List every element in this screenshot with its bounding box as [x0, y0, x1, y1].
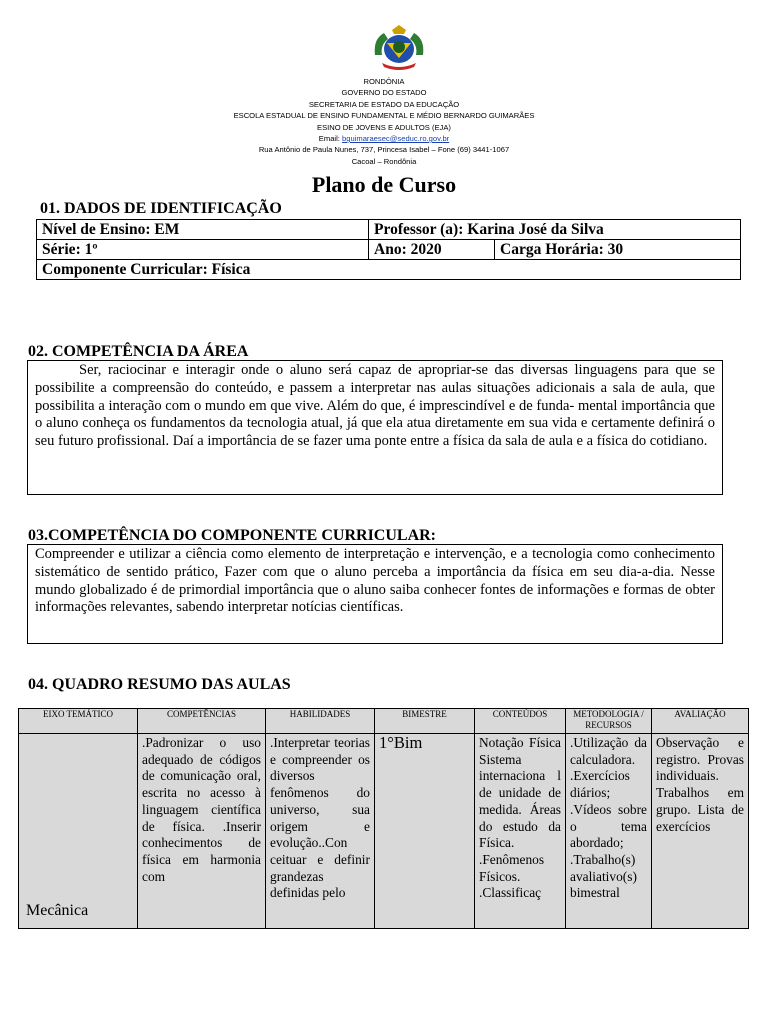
- header-city: Cacoal – Rondônia: [351, 156, 417, 166]
- avaliacao-text: Observação e registro. Provas individuais. Trabalhos em grupo. Lista de exercícios: [656, 735, 744, 834]
- cell-habilidades: [266, 734, 375, 929]
- conteudos-text: Notação Física Sistema internaciona l de unidade de medida. Áreas do estudo da Física. .Fenômenos Físicos. .Classificaç: [479, 735, 561, 901]
- cell-eixo: [19, 734, 138, 929]
- header-bimestre: BIMESTRE: [375, 709, 475, 734]
- ano: Ano: 2020: [369, 240, 495, 260]
- header-habilidades: HABILIDADES: [266, 709, 375, 734]
- header-program: ESINO DE JOVENS E ADULTOS (EJA): [317, 122, 451, 132]
- header-email-line: [0, 133, 768, 144]
- eixo-tematico: Mecânica: [26, 902, 89, 919]
- competencia-area-text: Ser, raciocinar e interagir onde o aluno será capaz de apropriar-se das diversas linguagens para que se possibilite a compreensão do conteúdo, e passem a interpretar nas aulas situações adicionais a sala de aula, que possibilita a interação com o mundo em que vive. Além do que, é imprescindível e de funda- mental importância que o aluno conheça os fundamentos da tecnologia atual, já que ela atua diretamente em sua vida e certamente definirá o seu futuro profissional. Daí a importância de se fazer uma ponte entre a física da sala de aula e a física do cotidiano.: [27, 360, 723, 495]
- componente-curricular: Componente Curricular: Física: [37, 260, 741, 280]
- header-competencias: COMPETÊNCIAS: [138, 709, 266, 734]
- document-title: Plano de Curso: [311, 172, 457, 197]
- email-label: Email:: [318, 134, 343, 144]
- state-coat-of-arms-icon: [372, 25, 426, 71]
- header-eixo: EIXO TEMÁTICO: [19, 709, 138, 734]
- cell-competencias: [138, 734, 266, 929]
- identification-table: [36, 219, 741, 280]
- cell-bimestre: [375, 734, 475, 929]
- email-link[interactable]: bguimaraesec@seduc.ro.gov.br: [342, 134, 450, 144]
- habilidades-text: .Interpretar teorias e compreender os diversos fenômenos do universo, sua origem e evolução..Con ceituar e definir grandezas definidas pelo: [270, 735, 370, 901]
- header-secretariat: SECRETARIA DE ESTADO DA EDUCAÇÃO: [308, 99, 460, 109]
- cell-conteudos: [475, 734, 566, 929]
- metodologia-text: .Utilização da calculadora. .Exercícios diários; .Vídeos sobre o tema abordado; .Trabalho(s) avaliativo(s) bimestral: [570, 735, 647, 901]
- bimestre-text: 1°Bim: [379, 735, 423, 752]
- section-area-title: 02. COMPETÊNCIA DA ÁREA: [28, 343, 249, 360]
- header-conteudos: CONTEÚDOS: [475, 709, 566, 734]
- header-address: Rua Antônio de Paula Nunes, 737, Princesa Isabel – Fone (69) 3441-1067: [258, 145, 510, 155]
- nivel-ensino: Nível de Ensino: EM: [37, 220, 369, 240]
- carga-horaria: Carga Horária: 30: [495, 240, 741, 260]
- header-government: GOVERNO DO ESTADO: [341, 88, 427, 98]
- competencia-componente-text: Compreender e utilizar a ciência como elemento de interpretação e intervenção, e a tecnologia como conhecimento sistemático de sentido prático, Fazer com que o aluno perceba a importância da física em seu dia-a-dia. Nesse mundo globalizado é de primordial importância que o aluno saiba conhecer fontes de informações e formas de obter informações relevantes, sabendo interpretar notícias científicas.: [27, 544, 723, 644]
- header-metodologia: METODOLOGIA / RECURSOS: [566, 709, 652, 734]
- section-summary-title: 04. QUADRO RESUMO DAS AULAS: [28, 676, 291, 693]
- competencias-text: .Padronizar o uso adequado de códigos de comunicação oral, escrita no acesso à linguagem científica de física. .Inserir conhecimentos de física em harmonia com: [142, 735, 261, 884]
- table-row: [19, 734, 749, 929]
- header-school: ESCOLA ESTADUAL DE ENSINO FUNDAMENTAL E MÉDIO BERNARDO GUIMARÃES: [233, 111, 535, 121]
- section-identification-title: 01. DADOS DE IDENTIFICAÇÃO: [40, 200, 282, 217]
- cell-metodologia: [566, 734, 652, 929]
- header-state: RONDÔNIA: [363, 77, 405, 86]
- section-component-title: 03.COMPETÊNCIA DO COMPONENTE CURRICULAR:: [28, 527, 437, 544]
- serie: Série: 1º: [37, 240, 369, 260]
- summary-header-row: [19, 709, 749, 734]
- cell-avaliacao: [652, 734, 749, 929]
- professor: Professor (a): Karina José da Silva: [369, 220, 741, 240]
- header-avaliacao: AVALIAÇÃO: [652, 709, 749, 734]
- summary-table: [18, 708, 749, 929]
